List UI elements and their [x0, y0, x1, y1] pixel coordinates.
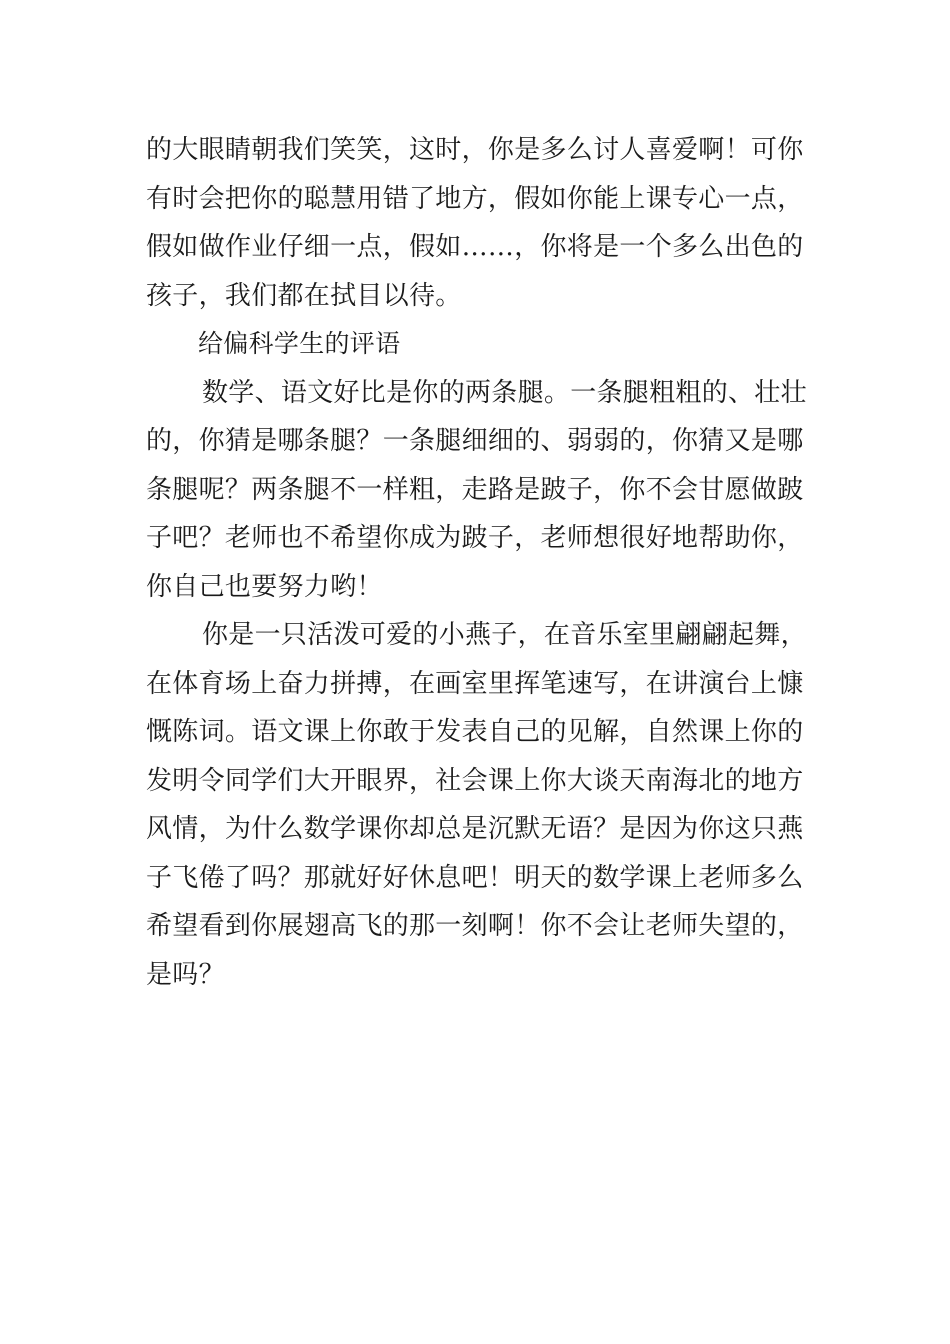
text-line: 是吗？	[146, 959, 225, 990]
text-line: 有时会把你的聪慧用错了地方，假如你能上课专心一点，	[146, 183, 804, 214]
section-heading: 给偏科学生的评语	[198, 329, 401, 358]
text-line: 子吧？老师也不希望你成为跛子，老师想很好地帮助你，	[146, 523, 804, 553]
paragraph-continued	[146, 126, 808, 320]
text-line: 希望看到你展翅高飞的那一刻啊！你不会让老师失望的，	[146, 911, 804, 941]
text-line: 假如做作业仔细一点，假如……，你将是一个多么出色的	[146, 232, 804, 262]
text-line: 的，你猜是哪条腿？一条腿细细的、弱弱的，你猜又是哪	[146, 426, 804, 456]
text-line: 条腿呢？两条腿不一样粗，走路是跛子，你不会甘愿做跛	[146, 474, 804, 505]
text-line: 你是一只活泼可爱的小燕子，在音乐室里翩翩起舞，	[202, 620, 807, 650]
paragraph-swallow	[146, 611, 808, 999]
text-line: 慨陈词。语文课上你敢于发表自己的见解，自然课上你的	[146, 717, 804, 747]
paragraph-two-legs	[146, 369, 808, 612]
text-line: 的大眼睛朝我们笑笑，这时，你是多么讨人喜爱啊！可你	[146, 135, 804, 165]
text-line: 风情，为什么数学课你却总是沉默无语？是因为你这只燕	[146, 814, 804, 844]
text-line: 发明令同学们大开眼界，社会课上你大谈天南海北的地方	[146, 765, 804, 796]
text-line: 孩子，我们都在拭目以待。	[146, 280, 462, 311]
text-line: 在体育场上奋力拼搏，在画室里挥笔速写，在讲演台上慷	[146, 668, 804, 699]
text-line: 你自己也要努力哟！	[146, 571, 383, 602]
text-line: 数学、语文好比是你的两条腿。一条腿粗粗的、壮壮	[202, 377, 807, 408]
document-body	[146, 126, 808, 999]
text-line: 子飞倦了吗？那就好好休息吧！明天的数学课上老师多么	[146, 862, 804, 893]
